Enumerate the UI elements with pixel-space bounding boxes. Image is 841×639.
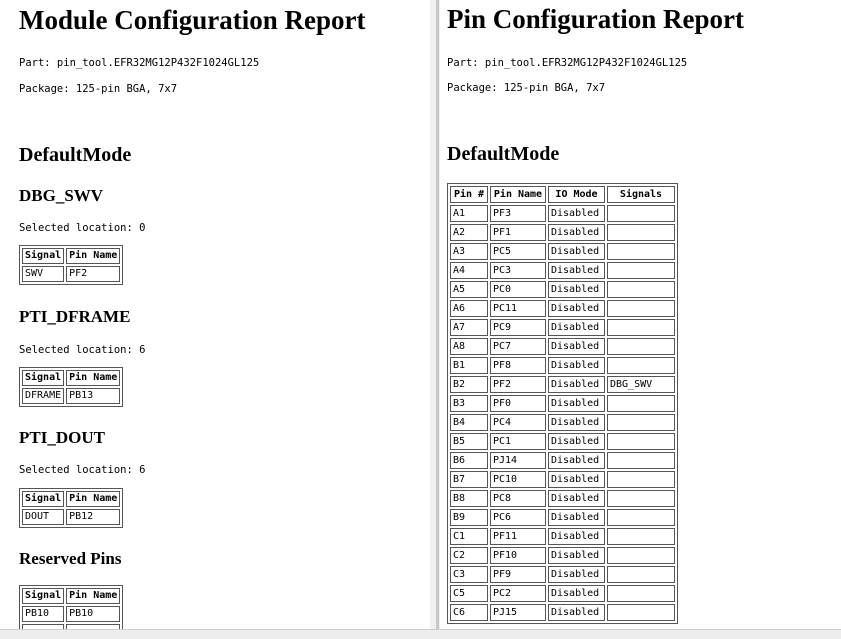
reserved-pins-heading: Reserved Pins <box>19 549 122 568</box>
module-heading-pti-dout: PTI_DOUT <box>19 428 105 447</box>
module-heading-dbg-swv: DBG_SWV <box>19 186 104 205</box>
pin-name-cell: PC2 <box>490 585 546 602</box>
pin-name-cell: PJ15 <box>490 604 546 621</box>
table-row <box>450 357 675 374</box>
module-mode-heading: DefaultMode <box>19 144 132 166</box>
signal-cell: PB10 <box>22 606 64 622</box>
pin-name-cell: PF2 <box>66 266 120 282</box>
module-location-pti-dout: Selected location: 6 <box>19 464 146 476</box>
column-header-signal: Signal <box>22 588 64 604</box>
io-mode-cell: Disabled <box>548 433 605 450</box>
io-mode-cell: Disabled <box>548 471 605 488</box>
pin-number-cell: C2 <box>450 547 488 564</box>
table-row <box>450 262 675 279</box>
pin-configuration-table <box>447 183 678 624</box>
io-mode-cell: Disabled <box>548 566 605 583</box>
module-heading-pti-dframe: PTI_DFRAME <box>19 307 131 326</box>
pin-number-cell: C6 <box>450 604 488 621</box>
pin-number-cell: A1 <box>450 205 488 222</box>
table-header-row <box>22 248 120 264</box>
io-mode-cell: Disabled <box>548 395 605 412</box>
pin-number-cell: B9 <box>450 509 488 526</box>
pin-name-cell: PF8 <box>490 357 546 374</box>
signals-cell <box>607 414 675 431</box>
pin-mode-heading: DefaultMode <box>447 143 560 165</box>
column-header-signals: Signals <box>607 186 675 203</box>
signal-cell: SWV <box>22 266 64 282</box>
pin-number-cell: C1 <box>450 528 488 545</box>
signals-cell <box>607 357 675 374</box>
table-row <box>450 471 675 488</box>
io-mode-cell: Disabled <box>548 262 605 279</box>
module-package-text: Package: 125-pin BGA, 7x7 <box>19 83 178 95</box>
column-header-pin-name: Pin Name <box>66 491 120 507</box>
module-table-pti-dframe <box>19 367 123 407</box>
table-row <box>450 585 675 602</box>
signals-cell <box>607 395 675 412</box>
pin-name-cell: PC0 <box>490 281 546 298</box>
pin-name-cell: PC4 <box>490 414 546 431</box>
signal-cell: DFRAME <box>22 388 64 404</box>
signals-cell <box>607 604 675 621</box>
table-row <box>22 388 120 404</box>
column-header-pin-name: Pin Name <box>66 248 120 264</box>
io-mode-cell: Disabled <box>548 243 605 260</box>
table-header-row <box>450 186 675 203</box>
pin-number-cell: A3 <box>450 243 488 260</box>
io-mode-cell: Disabled <box>548 547 605 564</box>
pin-name-cell: PC7 <box>490 338 546 355</box>
signals-cell <box>607 452 675 469</box>
table-row <box>22 509 120 525</box>
module-report-title: Module Configuration Report <box>19 5 366 35</box>
pin-number-cell: A6 <box>450 300 488 317</box>
column-header-signal: Signal <box>22 248 64 264</box>
column-header-pin-name: Pin Name <box>490 186 546 203</box>
signals-cell <box>607 585 675 602</box>
io-mode-cell: Disabled <box>548 604 605 621</box>
io-mode-cell: Disabled <box>548 224 605 241</box>
signals-cell <box>607 566 675 583</box>
table-row <box>22 266 120 282</box>
pin-number-cell: B6 <box>450 452 488 469</box>
table-row <box>450 414 675 431</box>
pin-number-cell: A8 <box>450 338 488 355</box>
signals-cell: DBG_SWV <box>607 376 675 393</box>
module-table-dbg-swv <box>19 245 123 285</box>
io-mode-cell: Disabled <box>548 205 605 222</box>
table-row <box>450 528 675 545</box>
table-row <box>450 319 675 336</box>
pin-name-cell: PB10 <box>66 606 120 622</box>
pin-number-cell: A2 <box>450 224 488 241</box>
module-part-text: Part: pin_tool.EFR32MG12P432F1024GL125 <box>19 57 260 69</box>
table-row <box>450 547 675 564</box>
signals-cell <box>607 338 675 355</box>
io-mode-cell: Disabled <box>548 585 605 602</box>
table-row <box>450 452 675 469</box>
pin-report-pane <box>440 0 841 639</box>
pin-number-cell: B4 <box>450 414 488 431</box>
pin-name-cell: PC1 <box>490 433 546 450</box>
pin-number-cell: B5 <box>450 433 488 450</box>
table-header-row <box>22 491 120 507</box>
signals-cell <box>607 300 675 317</box>
pin-number-cell: A7 <box>450 319 488 336</box>
pin-number-cell: B7 <box>450 471 488 488</box>
pin-table-body <box>450 205 675 621</box>
pin-name-cell: PF2 <box>490 376 546 393</box>
column-header-pin-name: Pin Name <box>66 370 120 386</box>
pin-number-cell: A5 <box>450 281 488 298</box>
io-mode-cell: Disabled <box>548 338 605 355</box>
io-mode-cell: Disabled <box>548 414 605 431</box>
table-row <box>450 433 675 450</box>
pin-number-cell: C3 <box>450 566 488 583</box>
signals-cell <box>607 224 675 241</box>
signals-cell <box>607 490 675 507</box>
signals-cell <box>607 262 675 279</box>
pin-package-text: Package: 125-pin BGA, 7x7 <box>447 82 606 94</box>
pin-report-title: Pin Configuration Report <box>447 4 744 34</box>
io-mode-cell: Disabled <box>548 528 605 545</box>
table-row <box>450 395 675 412</box>
signals-cell <box>607 205 675 222</box>
module-table-pti-dout <box>19 488 123 528</box>
pin-number-cell: B3 <box>450 395 488 412</box>
module-location-dbg-swv: Selected location: 0 <box>19 222 146 234</box>
pin-name-cell: PF11 <box>490 528 546 545</box>
pin-name-cell: PJ14 <box>490 452 546 469</box>
table-row <box>450 243 675 260</box>
table-row <box>450 205 675 222</box>
table-row <box>22 606 120 622</box>
pin-number-cell: B2 <box>450 376 488 393</box>
io-mode-cell: Disabled <box>548 509 605 526</box>
io-mode-cell: Disabled <box>548 319 605 336</box>
signals-cell <box>607 509 675 526</box>
window-bottom-edge <box>0 629 841 639</box>
pin-number-cell: B1 <box>450 357 488 374</box>
pin-name-cell: PC10 <box>490 471 546 488</box>
column-header-signal: Signal <box>22 491 64 507</box>
signals-cell <box>607 547 675 564</box>
pin-name-cell: PF9 <box>490 566 546 583</box>
signals-cell <box>607 471 675 488</box>
signals-cell <box>607 319 675 336</box>
io-mode-cell: Disabled <box>548 376 605 393</box>
table-row <box>450 338 675 355</box>
table-row <box>450 566 675 583</box>
table-row <box>450 490 675 507</box>
table-row <box>450 300 675 317</box>
pin-name-cell: PB13 <box>66 388 120 404</box>
table-row <box>450 281 675 298</box>
table-row <box>450 224 675 241</box>
signals-cell <box>607 281 675 298</box>
pin-name-cell: PC3 <box>490 262 546 279</box>
io-mode-cell: Disabled <box>548 300 605 317</box>
pin-name-cell: PB12 <box>66 509 120 525</box>
pin-name-cell: PF3 <box>490 205 546 222</box>
pin-name-cell: PC8 <box>490 490 546 507</box>
signals-cell <box>607 433 675 450</box>
module-location-pti-dframe: Selected location: 6 <box>19 344 146 356</box>
signal-cell: DOUT <box>22 509 64 525</box>
table-row <box>450 604 675 621</box>
pane-divider-line <box>436 0 439 639</box>
pin-name-cell: PC11 <box>490 300 546 317</box>
table-row <box>450 376 675 393</box>
pin-number-cell: A4 <box>450 262 488 279</box>
pin-name-cell: PF10 <box>490 547 546 564</box>
pin-name-cell: PF0 <box>490 395 546 412</box>
io-mode-cell: Disabled <box>548 357 605 374</box>
signals-cell <box>607 528 675 545</box>
io-mode-cell: Disabled <box>548 490 605 507</box>
pin-part-text: Part: pin_tool.EFR32MG12P432F1024GL125 <box>447 57 688 69</box>
pin-name-cell: PC9 <box>490 319 546 336</box>
pin-number-cell: C5 <box>450 585 488 602</box>
pin-number-cell: B8 <box>450 490 488 507</box>
pin-name-cell: PC6 <box>490 509 546 526</box>
pin-name-cell: PC5 <box>490 243 546 260</box>
column-header-pin-name: Pin Name <box>66 588 120 604</box>
io-mode-cell: Disabled <box>548 452 605 469</box>
column-header-pin-number: Pin # <box>450 186 488 203</box>
table-row <box>450 509 675 526</box>
io-mode-cell: Disabled <box>548 281 605 298</box>
table-header-row <box>22 370 120 386</box>
signals-cell <box>607 243 675 260</box>
table-header-row <box>22 588 120 604</box>
column-header-io-mode: IO Mode <box>548 186 605 203</box>
column-header-signal: Signal <box>22 370 64 386</box>
pin-name-cell: PF1 <box>490 224 546 241</box>
